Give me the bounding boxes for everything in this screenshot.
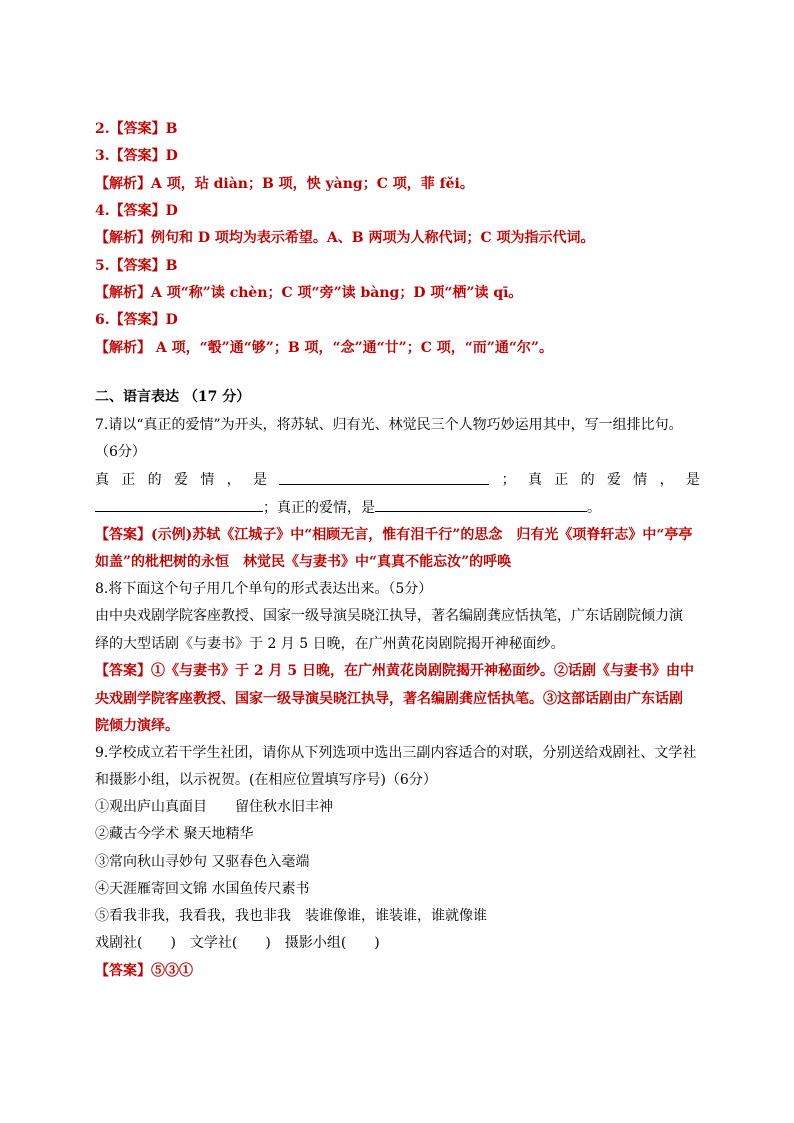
q7-fill-row2 bbox=[95, 497, 700, 518]
fill-char: 真 bbox=[527, 472, 542, 488]
answer-line: 5.【答案】B bbox=[95, 258, 178, 274]
fill-char: 情 bbox=[633, 472, 648, 488]
fill-char: ； bbox=[501, 472, 516, 488]
q7-answer: 【答案】(示例)苏轼《江城子》中“相顾无言，惟有泪千行”的思念 归有光《项脊轩志》中“亭亭 bbox=[95, 527, 693, 543]
answer-line: 3.【答案】D bbox=[95, 148, 178, 164]
fill-char: 正 bbox=[554, 472, 569, 488]
answer-line: 6.【答案】D bbox=[95, 312, 178, 328]
q8-text: 由中央戏剧学院客座教授、国家一级导演吴晓江执导，著名编剧龚应恬执笔，广东话剧院倾力演 bbox=[95, 608, 683, 624]
q7-fill-row1 bbox=[95, 470, 700, 490]
q9-stem-cont: 和摄影小组，以示祝贺。(在相应位置填写序号)（6分） bbox=[95, 772, 437, 788]
answer-line: 2.【答案】B bbox=[95, 121, 178, 137]
fill-char: 的 bbox=[580, 472, 595, 488]
q8-text-cont: 绎的大型话剧《与妻书》于 2 月 5 日晚，在广州黄花岗剧院揭开神秘面纱。 bbox=[95, 636, 565, 652]
fill-char: ， bbox=[226, 472, 241, 488]
fill-char: 是 bbox=[685, 472, 700, 488]
q7-answer-cont: 如盖”的枇杷树的永恒 林觉民《与妻书》中“真真不能忘汝”的呼唤 bbox=[95, 554, 512, 570]
q8-stem: 8.将下面这个句子用几个单句的形式表达出来。（5分） bbox=[95, 581, 433, 597]
q8-answer: 【答案】①《与妻书》于 2 月 5 日晚，在广州黄花岗剧院揭开神秘面纱。②话剧《与妻书》由中 bbox=[95, 663, 694, 679]
fill-char: 真 bbox=[95, 472, 109, 488]
fill-char: 正 bbox=[121, 472, 136, 488]
q9-option: ③常向秋山寻妙句 又驱春色入毫端 bbox=[95, 854, 310, 870]
q9-stem: 9.学校成立若干学生社团，请你从下列选项中选出三副内容适合的对联，分别送给戏剧社、文学社 bbox=[95, 745, 697, 761]
q9-option: ①观出庐山真面目 留住秋水旧丰神 bbox=[95, 799, 333, 815]
q8-answer-cont: 院倾力演绎。 bbox=[95, 718, 179, 734]
analysis-line: 【解析】A 项，玷 diàn；B 项，怏 yàng；C 项，菲 fěi。 bbox=[95, 176, 474, 192]
q9-option: ⑤看我非我，我看我，我也非我 装谁像谁，谁装谁，谁就像谁 bbox=[95, 908, 487, 924]
q7-stem-score: （6分） bbox=[95, 444, 146, 460]
section-heading: 二、语言表达 （17 分） bbox=[95, 389, 251, 405]
fill-end: 。 bbox=[587, 500, 601, 516]
fill-text: ；真正的爱情，是 bbox=[263, 500, 375, 516]
q9-fill: 戏剧社( ) 文学社( ) 摄影小组( ) bbox=[95, 935, 380, 951]
answer-line: 4.【答案】D bbox=[95, 203, 178, 219]
answer-blank[interactable] bbox=[95, 497, 263, 512]
answer-blank[interactable] bbox=[279, 470, 489, 485]
analysis-line: 【解析】例句和 D 项均为表示希望。A、B 两项为人称代词；C 项为指示代词。 bbox=[95, 230, 595, 246]
q8-answer-cont: 央戏剧学院客座教授、国家一级导演吴晓江执导，著名编剧龚应恬执笔。③这部话剧由广东话剧 bbox=[95, 691, 683, 707]
answer-blank[interactable] bbox=[375, 497, 587, 512]
fill-char: 爱 bbox=[606, 472, 621, 488]
fill-char: 是 bbox=[252, 472, 267, 488]
q9-option: ②藏古今学术 聚天地精华 bbox=[95, 826, 254, 842]
fill-char: 爱 bbox=[173, 472, 188, 488]
analysis-line: 【解析】 A 项，“彀”通“够”；B 项，“念”通“廿”；C 项，“而”通“尔”。 bbox=[95, 340, 553, 356]
fill-char: 的 bbox=[147, 472, 162, 488]
q7-stem: 7.请以“真正的爱情”为开头，将苏轼、归有光、林觉民三个人物巧妙运用其中，写一组排比句。 bbox=[95, 417, 683, 433]
q9-answer: 【答案】⑤③① bbox=[95, 963, 193, 979]
analysis-line: 【解析】A 项“称”读 chèn；C 项“旁”读 bàng；D 项“栖”读 qī。 bbox=[95, 285, 523, 301]
q9-option: ④天涯雁寄回文锦 水国鱼传尺素书 bbox=[95, 881, 310, 897]
fill-char: ， bbox=[659, 472, 674, 488]
fill-char: 情 bbox=[200, 472, 215, 488]
